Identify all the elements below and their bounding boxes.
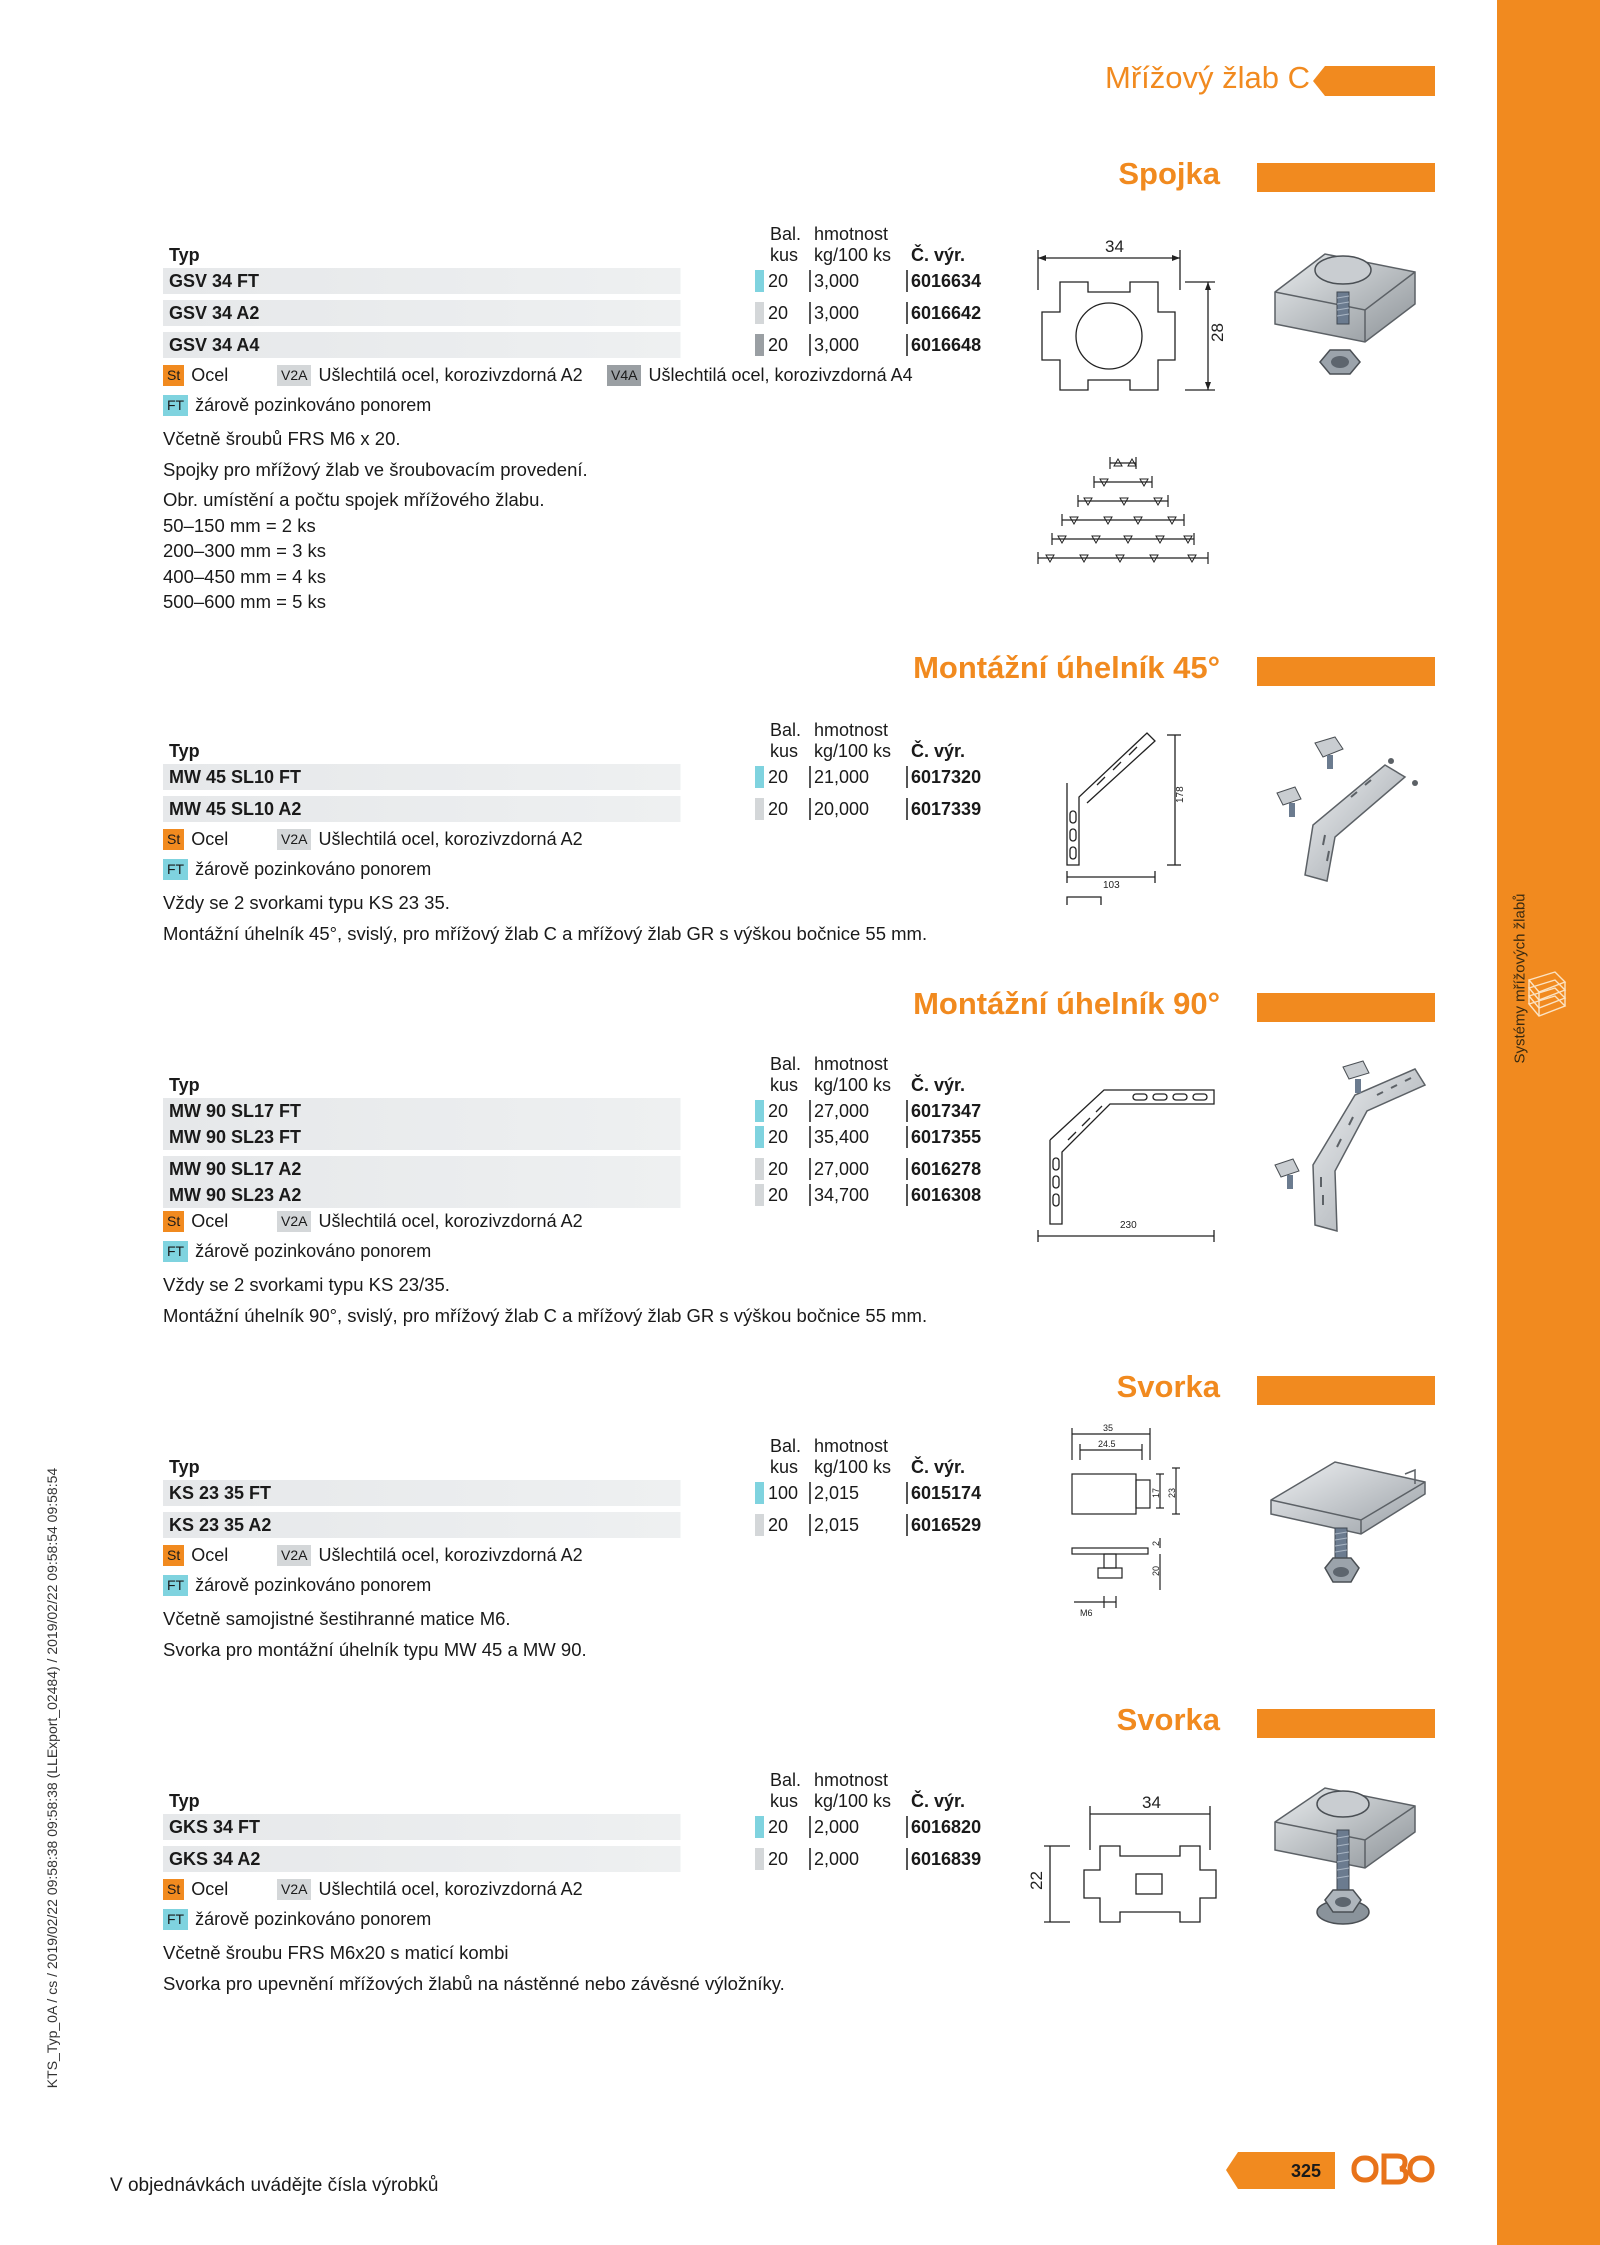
material-marker-v4a: [755, 334, 764, 356]
table-row: MW 45 SL10 A2 20 20,000 6017339: [163, 796, 998, 822]
section-bar: [1257, 657, 1435, 686]
section-title-svorka-ks: Svorka: [1116, 1369, 1220, 1404]
mw45-dimension-drawing: [1055, 725, 1205, 915]
mw45-product-image: [1265, 735, 1435, 885]
legend-ft: FT žárově pozinkováno ponorem: [163, 395, 431, 416]
legend-st: St Ocel: [163, 1545, 228, 1566]
section-title-svorka-gks: Svorka: [1116, 1702, 1220, 1737]
ks-product-image: [1265, 1450, 1435, 1600]
product-table-mw90: [163, 1052, 998, 1214]
legend-st: St Ocel: [163, 1879, 228, 1900]
legend-v4a: V4A Ušlechtilá ocel, korozivzdorná A4: [607, 365, 913, 386]
section-title-mw45: Montážní úhelník 45°: [913, 650, 1220, 685]
product-table-mw45: [163, 718, 998, 828]
legend-v2a: V2A Ušlechtilá ocel, korozivzdorná A2: [277, 365, 583, 386]
svg-text:103: 103: [1103, 880, 1120, 891]
material-marker-v2a: [755, 1514, 764, 1536]
svg-text:178: 178: [1175, 786, 1186, 803]
section-title-mw90: Montážní úhelník 90°: [913, 986, 1220, 1021]
material-marker-v2a: [755, 1184, 764, 1206]
legend-ft: FT žárově pozinkováno ponorem: [163, 1909, 431, 1930]
table-row: KS 23 35 FT 100 2,015 6015174: [163, 1480, 998, 1506]
obo-logo: [1350, 2150, 1435, 2190]
svg-text:OBO: OBO: [1350, 2150, 1353, 2151]
mw90-dimension-drawing: [1030, 1040, 1230, 1250]
svg-text:23: 23: [1167, 1487, 1177, 1498]
legend-st: St Ocel: [163, 829, 228, 850]
legend-v2a: V2A Ušlechtilá ocel, korozivzdorná A2: [277, 1879, 583, 1900]
description-gks: Včetně šroubu FRS M6x20 s maticí kombi Svorka pro upevnění mřížových žlabů na nástěnné nebo závěsné výložníky.: [163, 1942, 785, 1994]
material-marker-v2a: [755, 302, 764, 324]
legend-st: St Ocel: [163, 1211, 228, 1232]
svg-text:28: 28: [1208, 323, 1227, 342]
section-bar: [1257, 1376, 1435, 1405]
table-row: MW 90 SL23 A2 20 34,700 6016308: [163, 1182, 998, 1208]
svg-text:24.5: 24.5: [1098, 1439, 1116, 1449]
table-header: Typ Bal. kus hmotnost kg/100 ks Č. výr.: [169, 1054, 966, 1095]
spojka-dimension-drawing: [1030, 230, 1230, 400]
table-row: GSV 34 A4 20 3,000 6016648: [163, 332, 998, 358]
section-title-spojka: Spojka: [1118, 156, 1220, 191]
svg-text:34: 34: [1142, 1793, 1161, 1812]
section-bar: [1257, 993, 1435, 1022]
legend-ft: FT žárově pozinkováno ponorem: [163, 1575, 431, 1596]
table-row: MW 45 SL10 FT 20 21,000 6017320: [163, 764, 998, 790]
page-number: 325: [1290, 2161, 1321, 2181]
product-table-gks: [163, 1768, 998, 1878]
spojka-product-image: [1265, 232, 1435, 392]
col-typ: Typ: [169, 245, 200, 265]
legend-ft: FT žárově pozinkováno ponorem: [163, 1241, 431, 1262]
svg-text:22: 22: [1027, 1871, 1046, 1890]
svg-text:35: 35: [1103, 1423, 1114, 1433]
col-bal: Bal. kus: [770, 224, 802, 265]
legend-v2a: V2A Ušlechtilá ocel, korozivzdorná A2: [277, 1545, 583, 1566]
header-tab: [1325, 66, 1435, 96]
material-marker-ft: [755, 1482, 764, 1504]
table-row: KS 23 35 A2 20 2,015 6016529: [163, 1512, 998, 1538]
svg-text:17: 17: [1151, 1487, 1161, 1498]
legend-v2a: V2A Ušlechtilá ocel, korozivzdorná A2: [277, 829, 583, 850]
material-marker-v2a: [755, 1848, 764, 1870]
svg-text:230: 230: [1120, 1220, 1137, 1231]
ks-dimension-drawing: [1060, 1420, 1190, 1625]
page-header-title: Mřížový žlab C: [1105, 60, 1310, 95]
gks-product-image: [1265, 1772, 1435, 1947]
spojka-placement-diagram: [1030, 455, 1220, 575]
table-row: GKS 34 FT 20 2,000 6016820: [163, 1814, 998, 1840]
section-bar: [1257, 163, 1435, 192]
material-marker-ft: [755, 1816, 764, 1838]
svg-text:20: 20: [1151, 1565, 1161, 1576]
material-marker-ft: [755, 766, 764, 788]
table-row: MW 90 SL17 A2 20 27,000 6016278: [163, 1156, 998, 1182]
table-row: GSV 34 FT 20 3,000 6016634: [163, 268, 998, 294]
table-row: GSV 34 A2 20 3,000 6016642: [163, 300, 998, 326]
product-table-spojka: [163, 222, 998, 364]
mw90-product-image: [1265, 1055, 1435, 1235]
material-marker-ft: [755, 270, 764, 292]
table-header: Typ Bal. kus hmotnost kg/100 ks Č. výr.: [169, 1436, 966, 1477]
table-row: GKS 34 A2 20 2,000 6016839: [163, 1846, 998, 1872]
table-row: MW 90 SL17 FT 20 27,000 6017347: [163, 1098, 998, 1124]
svg-text:M6: M6: [1080, 1608, 1093, 1618]
description-ks: Včetně samojistné šestihranné matice M6. Svorka pro montážní úhelník typu MW 45 a MW 90.: [163, 1608, 587, 1660]
material-marker-v2a: [755, 798, 764, 820]
order-note: V objednávkách uvádějte čísla výrobků: [110, 2175, 439, 2196]
svg-text:34: 34: [1105, 237, 1124, 256]
description-mw90: Vždy se 2 svorkami typu KS 23/35. Montážní úhelník 90°, svislý, pro mřížový žlab C a mřížový žlab GR s výškou bočnice 55 mm.: [163, 1274, 928, 1326]
legend-ft: FT žárově pozinkováno ponorem: [163, 859, 431, 880]
description-mw45: Vždy se 2 svorkami typu KS 23 35. Montážní úhelník 45°, svislý, pro mřížový žlab C a mřížový žlab GR s výškou bočnice 55 mm.: [163, 892, 928, 944]
col-hmotnost: hmotnost kg/100 ks: [814, 224, 892, 265]
legend-st: St Ocel: [163, 365, 228, 386]
side-band-label: Systémy mřížových žlabů: [1511, 893, 1529, 1064]
page-number-box: [1238, 2152, 1335, 2189]
legend-v2a: V2A Ušlechtilá ocel, korozivzdorná A2: [277, 1211, 583, 1232]
table-header: Typ Bal. kus hmotnost kg/100 ks Č. výr.: [169, 1770, 966, 1811]
svg-text:2: 2: [1151, 1540, 1161, 1546]
material-marker-ft: [755, 1100, 764, 1122]
cable-tray-icon: [1525, 970, 1569, 1020]
col-cislo-vyrobku: Č. výr.: [911, 245, 966, 265]
gks-dimension-drawing: [1027, 1790, 1230, 1940]
material-marker-v2a: [755, 1158, 764, 1180]
table-row: MW 90 SL23 FT 20 35,400 6017355: [163, 1124, 998, 1150]
description-spojka: Včetně šroubů FRS M6 x 20. Spojky pro mřížový žlab ve šroubovacím provedení. Obr. umístění a počtu spojek mřížového žlabu. 50–150 mm = 2 ks 200–300 mm = 3 ks 400–450 mm = 4 ks 500–600 mm = 5 ks: [163, 428, 588, 612]
section-bar: [1257, 1709, 1435, 1738]
product-table-ks: [163, 1434, 998, 1544]
document-metadata: KTS_Typ_0A / cs / 2019/02/22 09:58:38 09:58:38 (LLExport_02484) / 2019/02/22 09:58:54 09:58:54: [44, 1467, 60, 2089]
table-header: Typ Bal. kus hmotnost kg/100 ks Č. výr.: [169, 720, 966, 761]
material-marker-ft: [755, 1126, 764, 1148]
table-header: [163, 222, 998, 268]
